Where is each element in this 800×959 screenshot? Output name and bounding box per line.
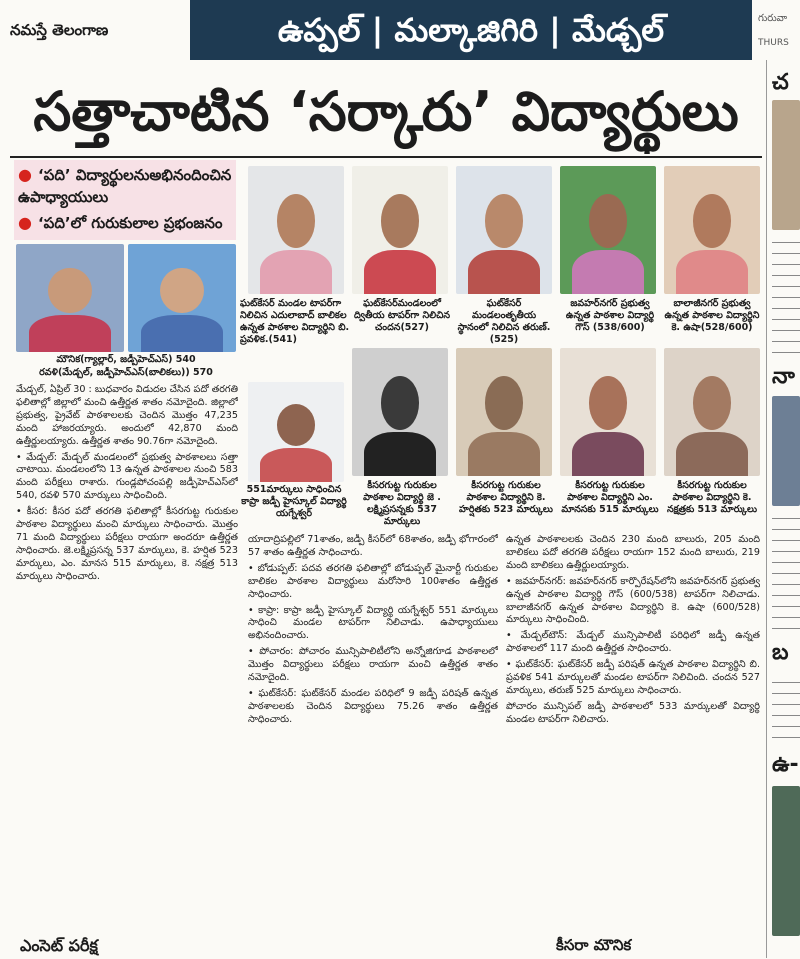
section-title-band: ఉప్పల్ | మల్కాజిగిరి | మేడ్చల్ <box>190 0 752 60</box>
article-paragraph: మేడ్చల్, ఏప్రిల్ 30 : బుధవారం విడుదల చేసిన పదో తరగతి ఫలితాల్లో జిల్లాలో మంచి ఉత్తీర్ణత శాతం నమోదైంది. జిల్లాలో ప్రభుత్వ, ప్రైవేట్ పాఠశాలలకు చెందిన మొత్తం 47,235 మంది హాజరయ్యారు. అందులో 42,870 మంది ఉత్తీర్ణులయ్యారు. ఉత్తీర్ణత శాతం 90.76గా నమోదైంది. <box>16 384 238 447</box>
bottom-teaser-right: కీసరా మౌనిక <box>556 936 632 954</box>
student-photo <box>128 244 236 352</box>
student-photo <box>352 166 448 294</box>
photo-caption: మౌనిక(గ్యాల్లార్, జడ్పీహెచ్‌ఎస్) 540 <box>56 354 196 365</box>
bullet-dot-icon: ● <box>18 213 32 232</box>
article-column-1 <box>16 384 238 932</box>
side-photo <box>772 786 800 936</box>
article-paragraph: • ఘట్‌కేసర్: ఘట్‌కేసర్ జడ్పీ పరిషత్ ఉన్నత పాఠశాల విద్యార్థిని బి. ప్రవళిక 541 మార్కులతో మండల టాపర్‌గా నిలిచింది. చందన 527 మార్కులు, తరుణ్ 525 మార్కులు సాధించారు. <box>506 659 760 696</box>
photo-caption: ఘట్‌కేసర్ మండలంతృతీయ స్థానంలో నిలిచిన తరుణ్.(525) <box>457 298 551 345</box>
column-divider <box>766 60 767 958</box>
side-photo <box>772 396 800 506</box>
bullet-text: ‘పది’ విద్యార్థులనుఅభినందించిన ఉపాధ్యాయులు <box>18 166 232 206</box>
newspaper-brand: నమస్తే తెలంగాణ <box>10 21 109 39</box>
student-photo <box>456 348 552 476</box>
student-photo <box>664 348 760 476</box>
student-photo <box>664 166 760 294</box>
article-paragraph: ఉన్నత పాఠశాలలకు చెందిన 230 మంది బాలురు, 205 మంది బాలికలు పదో తరగతి పరీక్షలు రాయగా 152 మంది బాలురు, 219 మంది బాలికలు ఉత్తీర్ణులయ్యారు. <box>506 534 760 571</box>
date-english: THURS <box>758 38 789 48</box>
article-paragraph: యాదాద్రిపల్లిలో 71శాతం, జడ్పీ కీసర్‌లో 68శాతం, జడ్పీ భోగారంలో 57 శాతం ఉత్తీర్ణత సాధించారు. <box>248 534 498 558</box>
photo-caption: కీసరగుట్ట గురుకుల పాఠశాల విద్యార్థి జె . లక్ష్మిప్రసన్నకు 537 మార్కులు <box>363 480 441 527</box>
article-paragraph: • మేడ్చల్‌టౌన్: మేడ్చల్ మున్సిపాలిటీ పరిధిలో జడ్పీ ఉన్నత పాఠశాలలో 117 మంది ఉత్తీర్ణత సాధించారు. <box>506 630 760 655</box>
article-paragraph: • పోచారం: పోచారం మున్సిపాలిటీలోని అన్నోజిగూడ పాఠశాలలో మొత్తం విద్యార్థులు పరీక్షలు రాయగా మంచి ఉత్తీర్ణత శాతం నమోదైంది. <box>248 646 498 684</box>
photo-caption: కీసరగుట్ట గురుకుల పాఠశాల విద్యార్థిని ఎం. మానసకు 515 మార్కులు <box>561 480 659 515</box>
side-text <box>772 236 800 356</box>
article-paragraph: • మేడ్చల్: మేడ్చల్ మండలంలో ప్రభుత్వ పాఠశాలలు సత్తా చాటాయి. మండలంలోని 13 ఉన్నత పాఠశాలల నుంచి 583 మంది పరీక్షలు రాశారు. గుండ్లపోచంపల్లి జడ్పీహెచ్‌ఎస్‌లో 540, రవళి 570 మార్కులు సాధించింది. <box>16 451 238 502</box>
student-photo <box>352 348 448 476</box>
photo-caption: కీసరగుట్ట గురుకుల పాఠశాల విద్యార్థిని కె. హర్షితకు 523 మార్కులు <box>459 480 553 515</box>
bottom-teaser-left: ఎంసెట్ పరీక్ష <box>20 936 98 955</box>
bullet-box <box>14 160 236 240</box>
date-telugu: గురువా <box>758 13 788 24</box>
article-paragraph: • కాప్రా: కాప్రా జడ్పీ హైస్కూల్ విద్యార్థి యగ్నేశ్వర్ 551 మార్కులు సాధించి మండల టాపర్‌గా నిలిచాడు. ఉపాధ్యాయులు అభినందించారు. <box>248 604 498 642</box>
article-column-3 <box>506 534 760 932</box>
photo-caption: కీసరగుట్ట గురుకుల పాఠశాల విద్యార్థిని కె. నక్షత్రకు 513 మార్కులు <box>666 480 758 515</box>
student-photo <box>560 348 656 476</box>
article-paragraph: పోచారం మున్సిపల్ జడ్పీ పాఠశాలలో 533 మార్కులతో విద్యార్థి మండల టాపర్‌గా నిలిచారు. <box>506 700 760 725</box>
student-photo <box>560 166 656 294</box>
student-photo <box>456 166 552 294</box>
article-paragraph: • బోడుప్పల్: పదవ తరగతి ఫలితాల్లో బోడుప్పల్ మైనార్టీ గురుకుల బాలికల పాఠశాల విద్యార్థులు మరోసారి 100శాతం ఉత్తీర్ణత సాధించారు. <box>248 562 498 600</box>
student-photo <box>248 166 344 294</box>
article-paragraph: • కీసర: కీసర పదో తరగతి ఫలితాల్లో కీసరగుట్ట గురుకుల పాఠశాల విద్యార్థులు మంచి మార్కులు సాధించారు. మొత్తం 71 మంది విద్యార్థులు పరీక్షలు రాయగా అందరూ ఉత్తీర్ణత సాధించారు. జె.లక్ష్మిప్రసన్న 537 మార్కులు, కె. హర్షిత 523 మార్కులు, ఎం. మానస 515 మార్కులు, కె. నక్షత్ర 513 మార్కులు సాధించారు. <box>16 506 238 582</box>
photo-caption: ఘట్‌కేసర్ మండల టాపర్‌గా నిలిచిన ఎదులాబాద్ బాలికల ఉన్నత పాఠశాల విద్యార్థిని బి. ప్రవళిక.(541) <box>240 298 350 345</box>
bullet-dot-icon: ● <box>18 165 32 184</box>
article-paragraph: • ఘట్‌కేసర్: ఘట్‌కేసర్ మండల పరిధిలో 9 జడ్పీ పరిషత్ ఉన్నత పాఠశాలలకు చెందిన విద్యార్థులు 75.26 శాతం ఉత్తీర్ణత సాధించారు. <box>248 687 498 725</box>
side-text <box>772 512 800 632</box>
article-paragraph: • జవహర్‌నగర్: జవహర్‌నగర్ కార్పొరేషన్‌లోని జవహర్‌నగర్ ప్రభుత్వ ఉన్నత పాఠశాల విద్యార్థి గౌస్ (600/538) టాపర్‌గా నిలిచాడు. బాలాజీనగర్ ఉన్నత పాఠశాల విద్యార్థిని కె. ఉషా (600/528) మార్కులు సాధించింది. <box>506 575 760 626</box>
article-column-2 <box>248 534 498 932</box>
bullet-item <box>18 164 232 208</box>
headline: సత్తాచాటిన ‘సర్కారు’ విద్యార్థులు <box>33 80 739 143</box>
photo-caption: ఘట్‌కేసర్‌మండలంలో ద్వితీయ టాపర్‌గా నిలిచిన చందన(527) <box>353 298 451 333</box>
bullet-text: ‘పది’లో గురుకులాల ప్రభంజనం <box>37 214 223 232</box>
headline-divider <box>10 156 762 158</box>
side-headline: ఉ- <box>772 752 799 777</box>
side-headline: బ <box>772 640 789 665</box>
photo-caption: 551మార్కులు సాధించిన కాప్రా జడ్పీ హైస్కూల్ విద్యార్థి యగ్నేశ్వర్ <box>241 484 347 519</box>
side-headline: చ <box>772 70 789 95</box>
photo-caption: బాలాజీనగర్ ప్రభుత్వ ఉన్నత పాఠశాల విద్యార్థిని కె. ఉషా(528/600) <box>664 298 760 333</box>
side-text <box>772 676 800 746</box>
photo-caption: జవహర్‌నగర్ ప్రభుత్వ ఉన్నత పాఠశాల విద్యార్థి గౌస్ (538/600) <box>565 298 655 333</box>
student-photo <box>248 382 344 482</box>
side-photo <box>772 100 800 230</box>
student-photo <box>16 244 124 352</box>
photo-caption: రవళి(మేడ్చల్, జడ్పీహెచ్‌ఎస్(బాలికలు)) 570 <box>39 367 213 378</box>
bullet-item <box>18 212 232 234</box>
side-headline: నా <box>772 364 795 389</box>
